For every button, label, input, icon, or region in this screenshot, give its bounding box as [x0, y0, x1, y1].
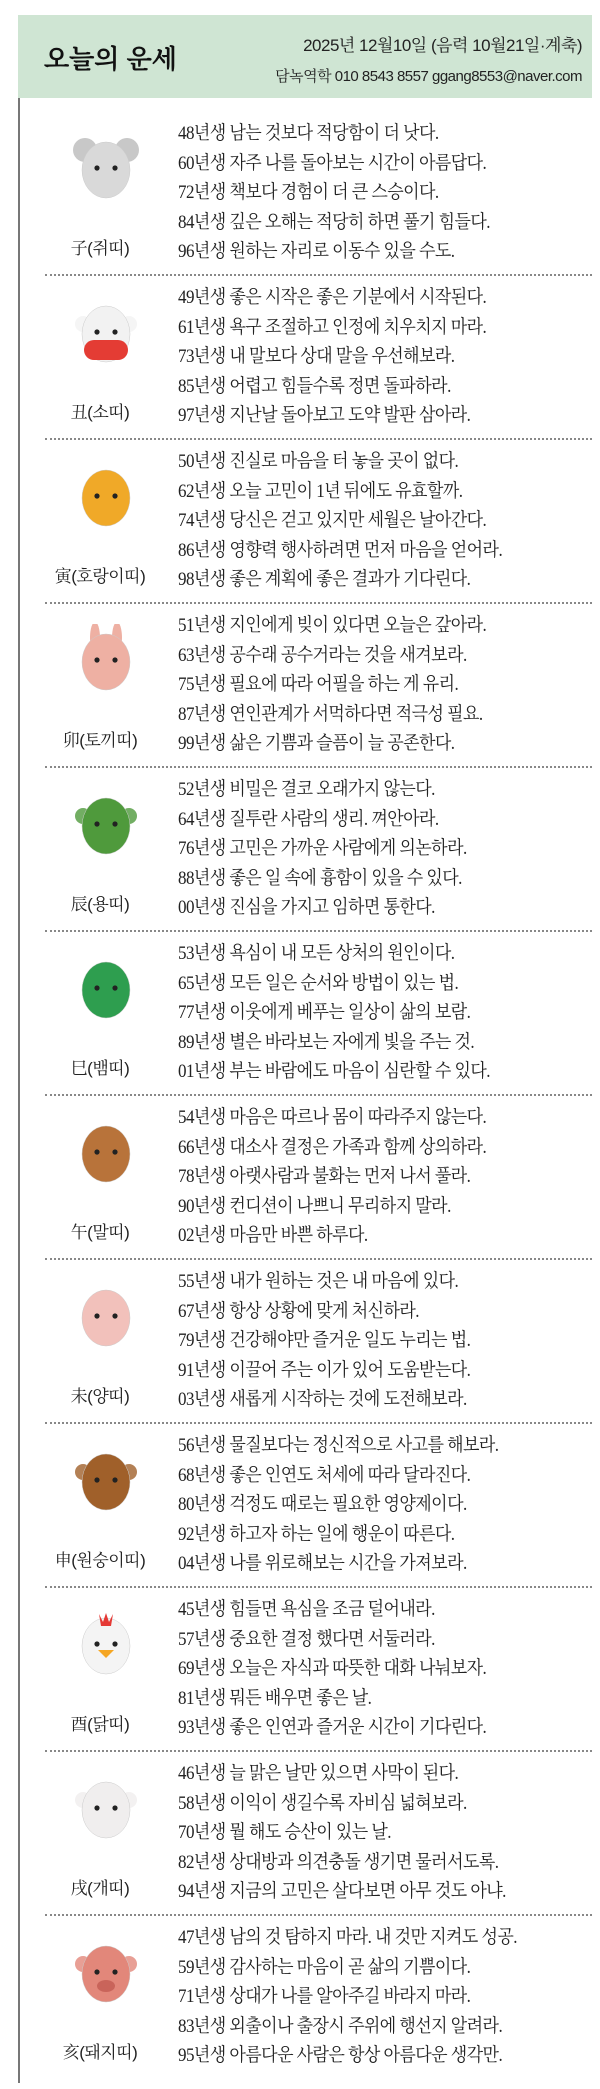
fortune-line: 45년생 힘들면 욕심을 조금 덜어내라.: [178, 1600, 435, 1620]
fortune-line: 69년생 오늘은 자식과 따뜻한 대화 나눠보자.: [178, 1659, 487, 1679]
fortune-line: 97년생 지난날 돌아보고 도약 발판 삼아라.: [178, 406, 471, 426]
fortune-line: 01년생 부는 바람에도 마음이 심란할 수 있다.: [178, 1062, 490, 1082]
fortune-line: 93년생 좋은 인연과 즐거운 시간이 기다린다.: [178, 1718, 487, 1738]
fortune-line: 70년생 뭘 해도 승산이 있는 날.: [178, 1823, 391, 1843]
zodiac-label: 午(말띠): [70, 1223, 130, 1242]
dragon-icon: [71, 788, 141, 858]
ox-icon: [71, 296, 141, 366]
fortune-line: 90년생 컨디션이 나쁘니 무리하지 말라.: [178, 1196, 451, 1217]
fortune-line: 99년생 삶은 기쁨과 슬픔이 늘 공존한다.: [178, 734, 455, 754]
fortune-line: 53년생 욕심이 내 모든 상처의 원인이다.: [178, 944, 455, 964]
fortune-line: 60년생 자주 나를 돌아보는 시간이 아름답다.: [178, 153, 487, 174]
zodiac-section: [45, 1260, 592, 1424]
fortune-line: 03년생 새롭게 시작하는 것에 도전해보라.: [178, 1390, 467, 1410]
fortune-line: 88년생 좋은 일 속에 흉함이 있을 수 있다.: [178, 868, 462, 889]
fortune-line: 83년생 외출이나 출장시 주위에 행선지 알려라.: [178, 2016, 503, 2037]
fortune-line: 95년생 아름다운 사람은 항상 아름다운 생각만.: [178, 2046, 503, 2066]
fortune-line: 96년생 원하는 자리로 이동수 있을 수도.: [178, 242, 455, 262]
horse-icon: [71, 1116, 141, 1186]
fortune-line: 85년생 어렵고 힘들수록 정면 돌파하라.: [178, 376, 451, 397]
zodiac-section: [45, 112, 592, 276]
zodiac-label: 辰(용띠): [70, 895, 130, 914]
fortune-line: 66년생 대소사 결정은 가족과 함께 상의하라.: [178, 1137, 487, 1158]
contact-text: 담녹역학 010 8543 8557 ggang8553@naver.com: [275, 68, 582, 85]
zodiac-section: [45, 1916, 592, 2080]
fortune-line: 79년생 건강해야만 즐거운 일도 누리는 법.: [178, 1331, 471, 1351]
monkey-icon: [71, 1444, 141, 1514]
zodiac-label: 卯(토끼띠): [62, 731, 138, 750]
snake-icon: [71, 952, 141, 1022]
zodiac-label: 丑(소띠): [70, 403, 130, 422]
zodiac-section: [45, 1424, 592, 1588]
date-text: 2025년 12월10일 (음력 10월21일·계축): [303, 36, 582, 55]
fortune-line: 75년생 필요에 따라 어필을 하는 게 유리.: [178, 675, 459, 695]
zodiac-section: [45, 1588, 592, 1752]
zodiac-section: [45, 768, 592, 932]
fortune-line: 61년생 욕구 조절하고 인정에 치우치지 마라.: [178, 317, 487, 338]
fortune-line: 98년생 좋은 계획에 좋은 결과가 기다린다.: [178, 570, 471, 590]
fortune-line: 81년생 뭐든 배우면 좋은 날.: [178, 1688, 372, 1709]
fortune-line: 59년생 감사하는 마음이 곧 삶의 기쁨이다.: [178, 1957, 471, 1978]
fortune-line: 72년생 책보다 경험이 더 큰 스승이다.: [178, 183, 439, 203]
pig-icon: [71, 1936, 141, 2006]
sheep-icon: [71, 1280, 141, 1350]
fortune-line: 80년생 걱정도 때로는 필요한 영양제이다.: [178, 1495, 467, 1515]
fortune-line: 04년생 나를 위로해보는 시간을 가져보라.: [178, 1554, 467, 1574]
fortune-line: 51년생 지인에게 빚이 있다면 오늘은 갚아라.: [178, 616, 487, 636]
header: [18, 15, 592, 98]
fortune-line: 91년생 이끌어 주는 이가 있어 도움받는다.: [178, 1360, 471, 1381]
fortune-line: 71년생 상대가 나를 알아주길 바라지 마라.: [178, 1987, 471, 2007]
fortune-line: 87년생 연인관계가 서먹하다면 적극성 필요.: [178, 704, 483, 725]
fortune-line: 02년생 마음만 바쁜 하루다.: [178, 1226, 368, 1246]
fortune-line: 73년생 내 말보다 상대 말을 우선해보라.: [178, 347, 455, 367]
fortune-line: 47년생 남의 것 탐하지 마라. 내 것만 지켜도 성공.: [178, 1928, 517, 1948]
fortune-line: 46년생 늘 맑은 날만 있으면 사막이 된다.: [178, 1764, 459, 1784]
fortune-line: 48년생 남는 것보다 적당함이 더 낫다.: [178, 124, 439, 144]
zodiac-section: [45, 1752, 592, 1916]
dog-icon: [71, 1772, 141, 1842]
horoscope-list: [20, 112, 592, 2080]
fortune-line: 64년생 질투란 사람의 생리. 껴안아라.: [178, 809, 439, 830]
zodiac-section: [45, 932, 592, 1096]
fortune-line: 78년생 아랫사람과 불화는 먼저 나서 풀라.: [178, 1167, 471, 1187]
fortune-line: 63년생 공수래 공수거라는 것을 새겨보라.: [178, 645, 467, 666]
fortune-line: 54년생 마음은 따르나 몸이 따라주지 않는다.: [178, 1108, 487, 1128]
fortune-line: 86년생 영향력 행사하려면 먼저 마음을 얻어라.: [178, 540, 503, 561]
fortune-line: 94년생 지금의 고민은 살다보면 아무 것도 아냐.: [178, 1882, 506, 1902]
fortune-line: 89년생 별은 바라보는 자에게 빛을 주는 것.: [178, 1032, 475, 1053]
fortune-line: 62년생 오늘 고민이 1년 뒤에도 유효할까.: [178, 481, 463, 502]
page-title: 오늘의 운세: [44, 44, 177, 74]
zodiac-label: 戌(개띠): [70, 1879, 130, 1898]
zodiac-section: [45, 276, 592, 440]
zodiac-label: 子(쥐띠): [70, 239, 130, 258]
fortune-line: 55년생 내가 원하는 것은 내 마음에 있다.: [178, 1272, 459, 1292]
fortune-line: 00년생 진심을 가지고 임하면 통한다.: [178, 898, 435, 918]
fortune-line: 92년생 하고자 하는 일에 행운이 따른다.: [178, 1524, 455, 1545]
fortune-line: 50년생 진실로 마음을 터 놓을 곳이 없다.: [178, 452, 459, 472]
zodiac-label: 未(양띠): [70, 1387, 130, 1406]
zodiac-label: 亥(돼지띠): [62, 2043, 138, 2062]
fortune-line: 68년생 좋은 인연도 처세에 따라 달라진다.: [178, 1465, 471, 1486]
fortune-line: 84년생 깊은 오해는 적당히 하면 풀기 힘들다.: [178, 212, 490, 233]
fortune-line: 67년생 항상 상황에 맞게 처신하라.: [178, 1301, 419, 1322]
rabbit-icon: [71, 624, 141, 694]
fortune-line: 65년생 모든 일은 순서와 방법이 있는 법.: [178, 973, 459, 994]
fortune-line: 52년생 비밀은 결코 오래가지 않는다.: [178, 780, 435, 800]
fortune-line: 57년생 중요한 결정 했다면 서둘러라.: [178, 1629, 435, 1650]
tiger-icon: [71, 460, 141, 530]
zodiac-label: 寅(호랑이띠): [54, 567, 146, 586]
zodiac-label: 申(원숭이띠): [54, 1551, 146, 1570]
zodiac-section: [45, 1096, 592, 1260]
fortune-line: 76년생 고민은 가까운 사람에게 의논하라.: [178, 839, 467, 859]
fortune-line: 82년생 상대방과 의견충돌 생기면 물러서도록.: [178, 1852, 499, 1873]
zodiac-label: 巳(뱀띠): [70, 1059, 130, 1078]
fortune-line: 56년생 물질보다는 정신적으로 사고를 해보라.: [178, 1436, 499, 1456]
zodiac-section: [45, 604, 592, 768]
rat-icon: [71, 132, 141, 202]
rooster-icon: [71, 1608, 141, 1678]
zodiac-label: 酉(닭띠): [70, 1715, 130, 1734]
fortune-line: 49년생 좋은 시작은 좋은 기분에서 시작된다.: [178, 288, 487, 308]
zodiac-section: [45, 440, 592, 604]
fortune-line: 58년생 이익이 생길수록 자비심 넓혀보라.: [178, 1793, 467, 1814]
fortune-line: 77년생 이웃에게 베푸는 일상이 삶의 보람.: [178, 1003, 471, 1023]
fortune-line: 74년생 당신은 걷고 있지만 세월은 날아간다.: [178, 511, 487, 531]
